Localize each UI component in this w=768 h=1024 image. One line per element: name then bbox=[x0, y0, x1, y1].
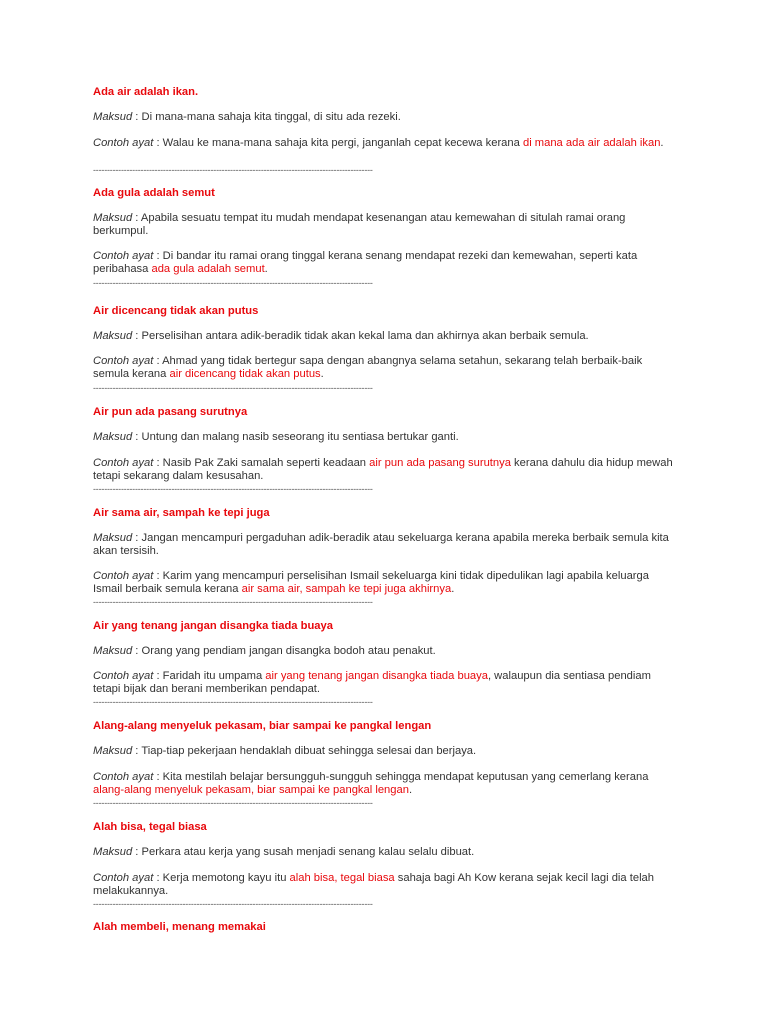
maksud-line: Maksud : Apabila sesuatu tempat itu mudah mendapat kesenangan atau kemewahan di situlah ramai orang berkumpul. bbox=[93, 212, 626, 237]
proverb-title: Alah bisa, tegal biasa bbox=[93, 821, 207, 833]
proverb-title: Air pun ada pasang surutnya bbox=[93, 406, 248, 418]
contoh-label: Contoh ayat bbox=[93, 250, 154, 262]
proverb-title: Air sama air, sampah ke tepi juga bbox=[93, 507, 270, 519]
proverb-title: Alang-alang menyeluk pekasam, biar sampai ke pangkal lengan bbox=[93, 720, 432, 732]
contoh-label: Contoh ayat bbox=[93, 771, 154, 783]
maksud-line: Maksud : Perkara atau kerja yang susah menjadi senang kalau selalu dibuat. bbox=[93, 846, 475, 858]
maksud-line: Maksud : Tiap-tiap pekerjaan hendaklah dibuat sehingga selesai dan berjaya. bbox=[93, 745, 477, 757]
contoh-label: Contoh ayat bbox=[93, 137, 154, 149]
maksud-text: Jangan mencampuri pergaduhan adik-beradik atau sekeluarga kerana apabila mereka berbaik semula kita akan tersisih. bbox=[93, 532, 669, 557]
contoh-proverb-highlight: air dicencang tidak akan putus bbox=[169, 368, 321, 380]
maksud-label: Maksud bbox=[93, 745, 133, 757]
proverb-entry bbox=[93, 720, 673, 808]
proverb-title: Ada air adalah ikan. bbox=[93, 86, 199, 98]
contoh-proverb-highlight: air yang tenang jangan disangka tiada buaya bbox=[265, 670, 488, 682]
contoh-proverb-highlight: di mana ada air adalah ikan bbox=[522, 137, 661, 149]
maksud-label: Maksud bbox=[93, 212, 133, 224]
contoh-line: Contoh ayat : Faridah itu umpama air yang tenang jangan disangka tiada buaya, walaupun dia sentiasa pendiam tetapi bijak dan berani memberikan pendapat. bbox=[93, 670, 651, 695]
maksud-line: Maksud : Untung dan malang nasib seseorang itu sentiasa bertukar ganti. bbox=[93, 431, 459, 443]
contoh-text: Walau ke mana-mana sahaja kita pergi, janganlah cepat kecewa kerana bbox=[162, 137, 523, 149]
contoh-label: Contoh ayat bbox=[93, 670, 154, 682]
proverb-entry bbox=[93, 620, 673, 707]
maksud-label: Maksud bbox=[93, 431, 133, 443]
contoh-line: Contoh ayat : Kita mestilah belajar bersungguh-sungguh sehingga mendapat keputusan yang cemerlang kerana alang-alang menyeluk pekasam, biar sampai ke pangkal lengan. bbox=[93, 771, 649, 796]
contoh-line: Contoh ayat : Karim yang mencampuri perselisihan Ismail sekeluarga kini tidak dipedulikan lagi apabila keluarga Ismail berbaik semula kerana air sama air, sampah ke tepi juga akhirnya. bbox=[93, 570, 649, 595]
maksud-label: Maksud bbox=[93, 846, 133, 858]
maksud-text: Perselisihan antara adik-beradik tidak akan kekal lama dan akhirnya akan berbaik semula. bbox=[141, 330, 589, 342]
proverb-entry bbox=[93, 187, 673, 288]
proverb-title: Air dicencang tidak akan putus bbox=[93, 305, 259, 317]
maksud-line: Maksud : Perselisihan antara adik-beradik tidak akan kekal lama dan akhirnya akan berbaik semula. bbox=[93, 330, 589, 342]
contoh-label: Contoh ayat bbox=[93, 872, 154, 884]
separator-line: ---------------------------------------------------------------------------------------------------- bbox=[93, 697, 373, 707]
maksud-label: Maksud bbox=[93, 532, 133, 544]
contoh-text: Di bandar itu ramai orang tinggal kerana senang mendapat rezeki dan kemewahan, seperti kata peribahasa bbox=[93, 250, 638, 275]
contoh-text: Kerja memotong kayu itu bbox=[162, 872, 290, 884]
contoh-label: Contoh ayat bbox=[93, 570, 154, 582]
proverb-entry bbox=[93, 507, 673, 607]
contoh-proverb-highlight: alah bisa, tegal biasa bbox=[289, 872, 395, 884]
contoh-proverb-highlight: air sama air, sampah ke tepi juga akhirnya bbox=[241, 583, 452, 595]
separator-line: ---------------------------------------------------------------------------------------------------- bbox=[93, 484, 373, 494]
contoh-proverb-highlight: air pun ada pasang surutnya bbox=[369, 457, 511, 469]
contoh-text: Nasib Pak Zaki samalah seperti keadaan bbox=[162, 457, 370, 469]
contoh-line: Contoh ayat : Ahmad yang tidak bertegur sapa dengan abangnya selama setahun, sekarang telah berbaik-baik semula kerana air dicencang tidak akan putus. bbox=[93, 355, 643, 380]
maksud-label: Maksud bbox=[93, 645, 133, 657]
maksud-text: Tiap-tiap pekerjaan hendaklah dibuat sehingga selesai dan berjaya. bbox=[141, 745, 477, 757]
contoh-text: Kita mestilah belajar bersungguh-sungguh sehingga mendapat keputusan yang cemerlang kerana bbox=[162, 771, 649, 783]
separator-line: ---------------------------------------------------------------------------------------------------- bbox=[93, 165, 373, 175]
maksud-text: Orang yang pendiam jangan disangka bodoh atau penakut. bbox=[141, 645, 436, 657]
contoh-line: Contoh ayat : Di bandar itu ramai orang tinggal kerana senang mendapat rezeki dan kemewahan, seperti kata peribahasa ada gula adalah semut. bbox=[93, 250, 638, 275]
proverb-title: Ada gula adalah semut bbox=[93, 187, 215, 199]
contoh-proverb-highlight: alang-alang menyeluk pekasam, biar sampai ke pangkal lengan bbox=[93, 784, 409, 796]
proverb-entry bbox=[93, 921, 673, 934]
maksud-label: Maksud bbox=[93, 111, 133, 123]
maksud-text: Untung dan malang nasib seseorang itu sentiasa bertukar ganti. bbox=[141, 431, 459, 443]
maksud-line: Maksud : Di mana-mana sahaja kita tinggal, di situ ada rezeki. bbox=[93, 111, 401, 123]
proverb-title: Alah membeli, menang memakai bbox=[93, 921, 266, 933]
separator-line: ---------------------------------------------------------------------------------------------------- bbox=[93, 798, 373, 808]
contoh-proverb-highlight: ada gula adalah semut bbox=[151, 263, 265, 275]
proverb-entry bbox=[93, 821, 673, 909]
proverb-entry bbox=[93, 86, 673, 175]
contoh-line: Contoh ayat : Kerja memotong kayu itu alah bisa, tegal biasa sahaja bagi Ah Kow kerana sejak kecil lagi dia telah melakukannya. bbox=[93, 872, 654, 897]
separator-line: ---------------------------------------------------------------------------------------------------- bbox=[93, 383, 373, 393]
maksud-line: Maksud : Jangan mencampuri pergaduhan adik-beradik atau sekeluarga kerana apabila mereka berbaik semula kita akan tersisih. bbox=[93, 532, 669, 557]
proverb-entry bbox=[93, 406, 673, 494]
maksud-text: Perkara atau kerja yang susah menjadi senang kalau selalu dibuat. bbox=[141, 846, 475, 858]
maksud-text: Di mana-mana sahaja kita tinggal, di situ ada rezeki. bbox=[141, 111, 401, 123]
contoh-label: Contoh ayat bbox=[93, 355, 154, 367]
contoh-text: Faridah itu umpama bbox=[162, 670, 266, 682]
proverb-entry bbox=[93, 305, 673, 393]
contoh-label: Contoh ayat bbox=[93, 457, 154, 469]
contoh-text: Ahmad yang tidak bertegur sapa dengan abangnya selama setahun, sekarang telah berbaik-baik semula kerana bbox=[93, 355, 643, 380]
maksud-line: Maksud : Orang yang pendiam jangan disangka bodoh atau penakut. bbox=[93, 645, 436, 657]
contoh-line: Contoh ayat : Walau ke mana-mana sahaja kita pergi, janganlah cepat kecewa kerana di mana ada air adalah ikan. bbox=[93, 137, 664, 149]
maksud-label: Maksud bbox=[93, 330, 133, 342]
contoh-text: Karim yang mencampuri perselisihan Ismail sekeluarga kini tidak dipedulikan lagi apabila keluarga Ismail berbaik semula kerana bbox=[93, 570, 649, 595]
separator-line: ---------------------------------------------------------------------------------------------------- bbox=[93, 899, 373, 909]
separator-line: ---------------------------------------------------------------------------------------------------- bbox=[93, 278, 373, 288]
maksud-text: Apabila sesuatu tempat itu mudah mendapat kesenangan atau kemewahan di situlah ramai orang berkumpul. bbox=[93, 212, 626, 237]
separator-line: ---------------------------------------------------------------------------------------------------- bbox=[93, 597, 373, 607]
contoh-line: Contoh ayat : Nasib Pak Zaki samalah seperti keadaan air pun ada pasang surutnya kerana dahulu dia hidup mewah tetapi sekarang dalam kesusahan. bbox=[93, 457, 673, 482]
proverb-title: Air yang tenang jangan disangka tiada buaya bbox=[93, 620, 333, 632]
